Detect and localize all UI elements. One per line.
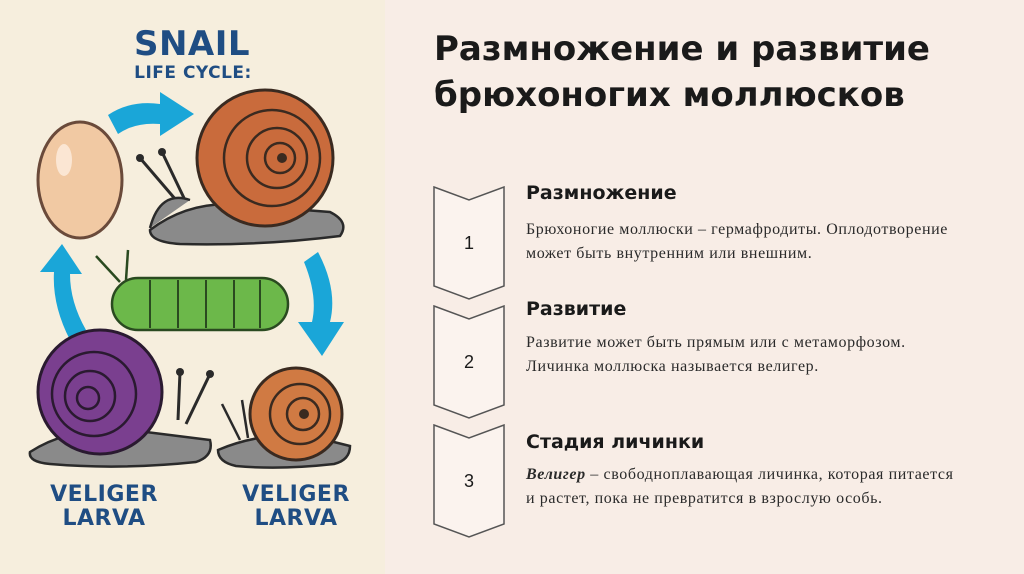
term-veliger: Велигер — [526, 466, 586, 483]
arrow-larva-to-egg — [40, 244, 86, 340]
section-heading-development: Развитие — [526, 298, 627, 320]
orange-veliger-snail — [218, 368, 350, 468]
section-heading-larva-stage: Стадия личинки — [526, 431, 705, 453]
snail-life-cycle-illustration — [0, 0, 385, 574]
step-number: 2 — [463, 352, 474, 372]
label-veliger-larva-right: VELIGER LARVA — [242, 482, 350, 531]
step-number: 3 — [463, 471, 474, 491]
section-heading-reproduction: Размножение — [526, 182, 677, 204]
illustration-title-snail: SNAIL — [133, 24, 251, 64]
term-definition: – свободноплавающая личинка, которая питается и растет, пока не превратится в взрослую особь. — [526, 466, 954, 507]
caterpillar-larva — [96, 250, 288, 330]
step-marker-2 — [433, 305, 505, 419]
section-text-reproduction: Брюхоногие моллюски – гермафродиты. Оплодотворение может быть внутренним или внешним. — [526, 221, 948, 262]
step-marker-3 — [433, 424, 505, 538]
slide-title: Размножение и развитие брюхоногих моллюсков — [434, 29, 930, 115]
arrow-snail-to-caterpillar — [298, 252, 344, 356]
arrow-egg-to-snail — [108, 92, 194, 136]
step-marker-1 — [433, 186, 505, 300]
illustration-title-life-cycle: LIFE CYCLE: — [134, 63, 252, 83]
purple-veliger-snail — [30, 330, 214, 467]
step-number: 1 — [463, 233, 474, 253]
egg — [38, 122, 122, 238]
section-text-development: Развитие может быть прямым или с метаморфозом. Личинка моллюска называется велигер. — [526, 334, 906, 375]
section-text-larva-stage — [526, 463, 966, 511]
label-veliger-larva-left: VELIGER LARVA — [50, 482, 158, 531]
